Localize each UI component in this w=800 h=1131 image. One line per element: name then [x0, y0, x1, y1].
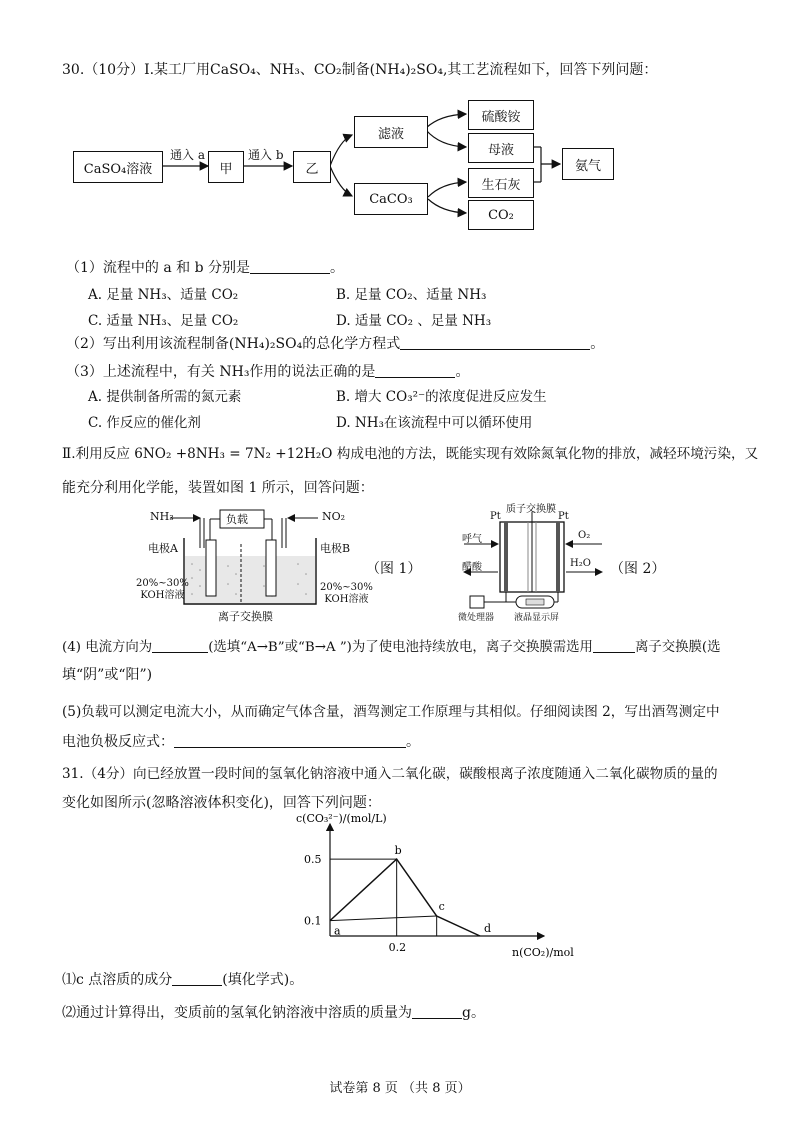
guide-line-a-c [330, 916, 437, 921]
pt-left-label: Pt [490, 511, 501, 522]
q30-5-line1: (5)负载可以测定电流大小，从而确定气体含量，酒驾测定工作原理与其相似。仔细阅读图 2，写出酒驾测定中 [62, 704, 720, 720]
y-tick-label: 0.1 [304, 914, 322, 928]
electrode-b-label: 电极B [320, 542, 351, 555]
processor-label: 微处理器 [458, 613, 495, 623]
q31-line2: 变化如图所示(忽略溶液体积变化)，回答下列问题： [62, 795, 381, 811]
chart-plot-area [290, 812, 574, 960]
q30-3-option-b: B. 增大 CO₃²⁻的浓度促进反应发生 [336, 389, 547, 405]
answer-blank [412, 1004, 462, 1019]
o2-label: O₂ [578, 530, 591, 541]
x-axis-label: n(CO₂)/mol [512, 946, 574, 959]
no2-label: NO₂ [322, 510, 346, 523]
answer-blank [172, 971, 222, 986]
figure-2-breathalyzer [456, 500, 606, 624]
intermediate-jia-box: 甲 [208, 151, 244, 183]
part2-line2: 能充分利用化学能，装置如图 1 所示，回答问题： [62, 480, 374, 496]
q30-header: 30.（10分）Ⅰ.某工厂用CaSO₄、NH₃、CO₂制备(NH₄)₂SO₄,其工艺流程如下，回答下列问题： [62, 62, 658, 78]
proton-membrane-label: 质子交换膜 [506, 504, 556, 515]
co2-box: CO₂ [468, 200, 534, 230]
q30-1-option-a: A. 足量 NH₃、适量 CO₂ [88, 287, 239, 303]
part2-line1: Ⅱ.利用反应 6NO₂ +8NH₃ = 7N₂ +12H₂O 构成电池的方法，既能实现有效除氮氧化物的排放，减轻环境污染，又 [62, 446, 759, 462]
q30-2-stem: （2）写出利用该流程制备(NH₄)₂SO₄的总化学方程式 。 [66, 336, 605, 352]
arrow-label-a: 通入 a [170, 148, 205, 162]
answer-blank [375, 363, 455, 378]
h2o-label: H₂O [570, 558, 591, 569]
pt-right-label: Pt [558, 511, 569, 522]
x-tick-label: 0.2 [388, 941, 407, 954]
mother-liquor-box: 母液 [468, 133, 534, 163]
answer-blank [152, 638, 208, 653]
intermediate-yi-box: 乙 [293, 151, 331, 183]
koh-right-label: 20%~30% KOH溶液 [320, 582, 373, 605]
electrode-a-label: 电极A [148, 542, 178, 555]
answer-blank [593, 638, 635, 653]
point-label-c: c [438, 900, 445, 913]
q30-4-line2: 填“阴”或“阳”) [62, 667, 153, 683]
quicklime-box: 生石灰 [468, 168, 534, 198]
caco3-box: CaCO₃ [354, 183, 428, 215]
figure-1-drawing [148, 508, 368, 624]
point-label-d: d [484, 922, 492, 935]
figure-1-caption: （图 1） [366, 561, 422, 577]
filtrate-box: 滤液 [354, 116, 428, 148]
co3-concentration-chart [290, 812, 574, 960]
q30-1-option-c: C. 适量 NH₃、足量 CO₂ [88, 313, 239, 329]
ammonium-sulfate-box: 硫酸铵 [468, 100, 534, 130]
y-tick-label: 0.5 [304, 853, 322, 867]
answer-blank [174, 733, 406, 748]
y-axis-label: c(CO₃²⁻)/(mol/L) [296, 812, 387, 825]
q31-1: ⑴c 点溶质的成分 (填化学式)。 [62, 972, 304, 988]
figure-1-battery [136, 508, 373, 624]
lcd-label: 液晶显示屏 [514, 613, 560, 623]
q30-1-option-d: D. 适量 CO₂ 、足量 NH₃ [336, 313, 492, 329]
acetic-acid-label: 醋酸 [462, 562, 482, 573]
caso4-solution-box: CaSO₄溶液 [73, 151, 163, 183]
load-label: 负载 [226, 513, 248, 526]
q30-3-stem: （3）上述流程中，有关 NH₃作用的说法正确的是 。 [66, 364, 470, 380]
q31-line1: 31.（4分）向已经放置一段时间的氢氧化钠溶液中通入二氧化碳，碳酸根离子浓度随通入二氧化碳物质的量的 [62, 766, 718, 782]
q30-5-line2: 电池负极反应式： 。 [62, 734, 420, 750]
q30-3-option-a: A. 提供制备所需的氮元素 [88, 389, 242, 405]
membrane-label: 离子交换膜 [218, 610, 273, 623]
figure-2-caption: （图 2） [610, 561, 666, 577]
q30-3-option-d: D. NH₃在该流程中可以循环使用 [336, 415, 533, 431]
point-label-b: b [394, 844, 402, 858]
page-footer: 试卷第 8 页 （共 8 页） [329, 1081, 471, 1096]
point-label-a: a [334, 924, 341, 938]
answer-blank [250, 259, 330, 274]
q31-2: ⑵通过计算得出，变质前的氢氧化钠溶液中溶质的质量为 g。 [62, 1005, 485, 1021]
q30-1-stem: （1）流程中的 a 和 b 分别是 。 [66, 260, 345, 276]
breath-label: 呼气 [462, 534, 482, 545]
koh-left-label: 20%~30% KOH溶液 [136, 578, 189, 601]
answer-blank [400, 335, 590, 350]
ammonia-box: 氨气 [562, 148, 614, 180]
nh3-label: NH₃ [150, 510, 174, 523]
series-line [330, 859, 480, 936]
arrow-label-b: 通入 b [248, 148, 284, 162]
q30-4-line1: (4) 电流方向为 (选填“A→B”或“B→A ”)为了使电池持续放电，离子交换膜需选用 离子交换膜(选 [62, 640, 721, 655]
q30-1-option-b: B. 足量 CO₂、适量 NH₃ [336, 287, 487, 303]
q30-3-option-c: C. 作反应的催化剂 [88, 415, 201, 431]
